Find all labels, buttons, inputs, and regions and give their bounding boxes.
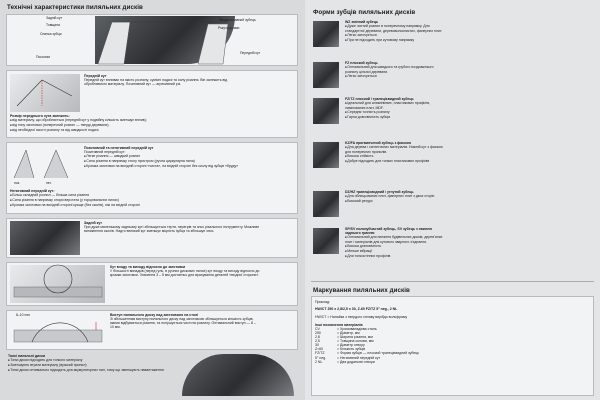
legend-row — [315, 360, 591, 364]
tooth-form-text — [345, 20, 445, 43]
rake-angle-item: ■ від матеріалу, що обробляється (передній кут у подвійну кількість зменшує вплив); — [10, 118, 290, 123]
thin-item: ■ Тонкі диски оптимально підходять для акумуляторних пил, тому що зменшують навантаження — [8, 368, 178, 373]
rake-angle-description: Передній кут впливає на якість розпилу, сумісні подачі та силу різання. Він залежить від обробляємого матеріалу. Позитивний кут — агресивний різ. — [84, 78, 228, 87]
pos-neg-text — [84, 146, 294, 169]
pos-item: ■ Легке різання — швидкий розпил — [84, 154, 294, 159]
tooth-form-image — [313, 98, 339, 124]
tooth-form-text — [345, 97, 445, 120]
tooth-form-text — [345, 61, 445, 79]
tooth-form-code: KZ/FA пригвинчений зубець з фаскою — [345, 141, 412, 145]
marking-example: HW/CT 250 x 2,8/2,5 x 30, Z-60 FZ/TZ 5° neg., 2 NL — [315, 307, 398, 312]
forms-title: Форми зубців пиляльних дисків — [313, 9, 416, 16]
marking-legend-title: Інші позначення матеріалів — [315, 323, 363, 328]
tooth-form-item — [311, 19, 594, 57]
tooth-form-code: WZ змінний зубець — [345, 20, 379, 24]
legend-meaning: = Діаметр, мм — [337, 331, 360, 336]
rake-angle-list-heading: Розмір переднього кута залежить: — [10, 114, 70, 118]
tooth-form-bullet: ■ Висока довговічність — [345, 244, 445, 249]
legend-code: FZ/TZ — [315, 351, 325, 356]
clearance-description: При дуже маленькому задньому куті збільшується тертя, перегрів та знос різального інструменту. Можливе виникнення сколів. Надто великий кут зменшує міцність зубця та збільшує знос. — [84, 225, 260, 234]
pos-neg-diagram — [12, 146, 72, 180]
legend-code: 250 — [315, 331, 321, 336]
legend-meaning: = Діаметр отвору — [337, 343, 365, 348]
clearance-text — [84, 221, 264, 233]
rake-angle-sketch — [12, 76, 78, 110]
neg-text — [10, 189, 290, 208]
thin-blade-text — [8, 354, 178, 373]
thin-item: ■ Зменшують втрати матеріалу (вузький пропил) — [8, 363, 178, 368]
entry-heading: Кут входу та виходу відносно до заготовки — [110, 265, 186, 269]
tooth-form-description: ■ Ідеальний для алюмінієвих, пластикових профілів, ламінованих плит, MDF. — [345, 101, 445, 110]
tooth-form-description: ■ Для дерева і синтетичних матеріалів. Нижній кут з фаскою для поперечних пропилів. — [345, 145, 445, 154]
legend-meaning: = Кількість зубців — [337, 347, 366, 352]
neg-item: ■ Більш складний розпил — більша сила різання — [10, 193, 290, 198]
marking-lead: HW/CT = Нанайка з твердого сплаву вирібдо вольфраму — [315, 315, 408, 320]
tooth-form-bullet: ■ Високий ресурс — [345, 199, 445, 204]
legend-code: 5° neg. — [315, 355, 327, 360]
tooth-form-description: ■ Оптимальний для пиляння будівельних дисків, дерев’яних плит і матеріалів для кутового зварного з'єднання. — [345, 235, 445, 244]
legend-code: 30 — [315, 343, 319, 348]
tooth-form-bullet: ■ Висока стійкість — [345, 154, 445, 159]
tooth-form-code: DZ/HZ трапецієвидний / угнутий зубець — [345, 190, 414, 194]
right-column — [305, 0, 600, 400]
tooth-form-bullet: ■ При не підходить при кутовому напрямку — [345, 38, 445, 43]
left-title: Технічні характеристики пиляльних дисків — [7, 4, 143, 11]
clearance-image — [10, 221, 80, 255]
entry-description: У більшості випадків (перед гуль, в ручних дискових пилах) кут входу та виходу відносно до кромки заготовки. Значення 3 – 5 мм достатньо для врахування деталей «вхідної сторони». — [110, 269, 260, 278]
tooth-form-bullet: ■ Легко заточується — [345, 33, 445, 38]
label-kerf: Спинка зубця — [40, 32, 62, 36]
tooth-form-bullet: ■ Легко заточується — [345, 74, 445, 79]
tooth-form-code: FZ/TZ плоский / трапецієвидний зубець — [345, 97, 414, 101]
thin-item: ■ Тонкі диски підходять для тонкого матеріалу — [8, 358, 178, 363]
tooth-form-image — [313, 191, 339, 217]
tooth-form-item — [311, 226, 594, 278]
label-positive: поз. — [14, 181, 21, 185]
protrusion-heading: Виступ пиляльного диску над заготовкою на столі — [110, 313, 199, 317]
neg-item: ■ Кромка заготовки на вихідній стороні краще (без сколів), ніж на вхідній стороні — [10, 203, 290, 208]
rake-angle-item: ■ від необхідної якості розпилу та від швидкості подачі. — [10, 128, 290, 133]
pos-neg-heading: Позитивний та негативний передній кут — [84, 146, 154, 150]
legend-meaning: = Товщина основи, мм — [337, 339, 374, 344]
thin-blade-image — [182, 354, 294, 396]
tooth-form-text — [345, 141, 445, 164]
protrusion-text — [110, 313, 260, 329]
tooth-form-image — [313, 62, 339, 88]
legend-code: 2,5 — [315, 339, 320, 344]
marking-title: Маркування пиляльних дисків — [313, 287, 410, 294]
pos-item: ■ Кромка заготовки на вихідній стороні «чиста», на вхідній стороні без сколу від зубців «бруду» — [84, 164, 294, 169]
pos-item: ■ Сила різання в напрямку столу пристрою (ручна циркулярна пила) — [84, 159, 294, 164]
rake-angle-text — [84, 74, 234, 86]
rake-angle-heading: Передній кут — [84, 74, 107, 78]
tooth-form-bullet: ■ Для тонкостінних профілів — [345, 254, 445, 259]
protrusion-diagram — [12, 314, 104, 346]
legend-meaning: = Два додаткові отвори — [337, 359, 375, 364]
legend-code: 2 NL — [315, 359, 323, 364]
neg-item: ■ Сила різання в напрямку опори верстата (у торцювальних пилах) — [10, 198, 290, 203]
protrusion-description: Зі збільшенням виступу пиляльного диску над заготовкою збільшується кількість зубців, якими відбувається різання, та погіршується чистота розпилу. Оптимальний виступ — 8 – 10 мм. — [110, 317, 256, 330]
pos-neg-sub: Позитивний передній кут: — [84, 150, 126, 155]
neg-heading: Негативний передній кут: — [10, 189, 55, 193]
tooth-form-image — [313, 142, 339, 168]
tooth-form-bullet: ■ Середня точність розпилу — [345, 110, 445, 115]
tooth-form-code: SP/SV пилозубчастий зубець, SV зубець з хвилею заднього гранню — [345, 227, 433, 236]
tooth-diagram — [78, 16, 248, 66]
label-side: Поколом — [36, 55, 50, 59]
tooth-form-item — [311, 189, 594, 223]
label-tooth-back: Задній кут — [46, 16, 63, 20]
tooth-form-text — [345, 227, 445, 259]
tooth-form-code: FZ плоский зубець — [345, 61, 378, 65]
legend-meaning: = Ширина різання, мм — [337, 335, 373, 340]
tooth-form-item — [311, 60, 594, 93]
tooth-form-bullet: ■ Добре підходить для тонких пластикових профілів — [345, 159, 445, 164]
label-chip-space: Ріжучі кромки — [218, 26, 240, 30]
label-negative: нег. — [46, 181, 52, 185]
tooth-form-image — [313, 228, 339, 254]
legend-code: CV — [315, 327, 320, 332]
entry-diagram — [12, 267, 104, 301]
label-tooth-angle: Передній кут — [240, 51, 261, 55]
section-divider — [311, 281, 594, 282]
thin-heading: Тонкі пиляльні диски — [8, 354, 46, 358]
tooth-form-description: ■ Для облицьованих плит, фанерних плит з двох сторін. — [345, 194, 445, 199]
entry-text — [110, 265, 260, 277]
marking-legend — [315, 327, 591, 363]
marking-example-label: Приклад: — [315, 300, 330, 304]
legend-code: Z=60 — [315, 347, 324, 352]
legend-meaning: = Форма зубців — плоский трапецієвидний зубець — [337, 351, 420, 356]
tooth-form-description: ■ Оптимальний для швидкого та грубого поздовжнього розпилу цільної деревини. — [345, 65, 445, 74]
tooth-form-text — [345, 190, 445, 204]
legend-meaning: = Негативний передній кут — [337, 355, 381, 360]
protrusion-dim: 8–10 mm — [16, 313, 31, 317]
legend-meaning: = Хромованадієва сталь — [337, 327, 377, 332]
clearance-heading: Задній кут — [84, 221, 103, 225]
tooth-form-item — [311, 140, 594, 186]
label-body-thickness: Товщина — [46, 23, 60, 27]
marking-text — [315, 300, 591, 364]
tooth-form-image — [313, 21, 339, 47]
tooth-form-item — [311, 96, 594, 137]
tooth-form-bullet: ■ Гарна довговічність зубців — [345, 115, 445, 120]
rake-angle-item: ■ від типу заготовки (поперечний розпил — тверді деревини); — [10, 123, 290, 128]
tooth-form-description: ■ Дуже чистий розпил в поперечному напрямку. Для стандартної деревини, деревоволокнистих, фанерних плит. — [345, 24, 445, 33]
tooth-form-bullet: ■ Менше вібрації — [345, 249, 445, 254]
label-tooth-face: Твердосплавний зубець — [218, 18, 256, 22]
rake-angle-list — [10, 114, 290, 133]
legend-code: 2,8 — [315, 335, 320, 340]
